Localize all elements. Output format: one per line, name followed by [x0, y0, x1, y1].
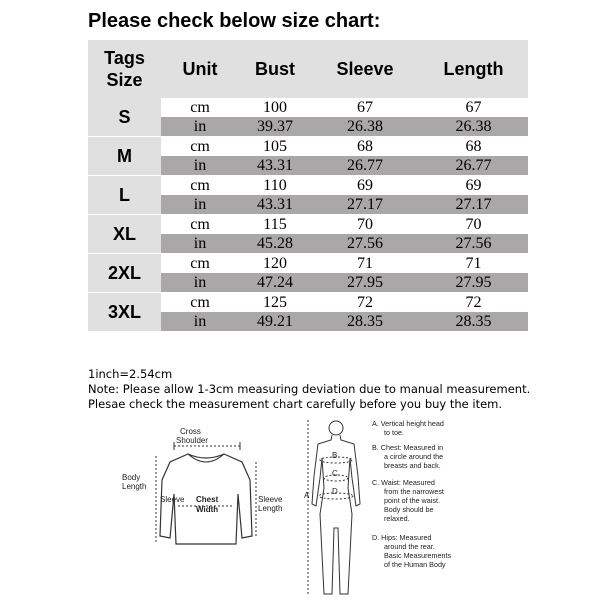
body-diagram	[308, 420, 360, 594]
cross-label-1: Cross	[180, 427, 201, 436]
length-cell: 68	[419, 137, 528, 157]
legend-c-5: relaxed.	[384, 514, 410, 523]
header-unit: Unit	[161, 40, 239, 98]
header-bust: Bust	[239, 40, 311, 98]
unit-cell: cm	[161, 215, 239, 235]
size-label: S	[88, 98, 161, 137]
size-label: 3XL	[88, 293, 161, 332]
legend-d-4: of the Human Body	[384, 560, 446, 569]
bust-cell: 43.31	[239, 156, 311, 176]
legend-d-2: around the rear.	[384, 542, 435, 551]
header-row	[88, 40, 528, 98]
length-cell: 26.77	[419, 156, 528, 176]
unit-cell: cm	[161, 98, 239, 117]
legend-c-1: C. Waist: Measured	[372, 478, 435, 487]
unit-cell: cm	[161, 293, 239, 313]
bust-cell: 110	[239, 176, 311, 196]
legend-b-3: breasts and back.	[384, 461, 441, 470]
legend-d-1: D. Hips: Measured	[372, 533, 432, 542]
chest-label: Chest	[196, 495, 219, 504]
unit-cell: in	[161, 312, 239, 331]
body-head	[329, 421, 343, 435]
table-row	[88, 215, 528, 235]
marker-b: B	[332, 451, 338, 460]
sleeve-cell: 27.56	[311, 234, 419, 254]
bust-cell: 120	[239, 254, 311, 274]
length-cell: 70	[419, 215, 528, 235]
sleeve-cell: 72	[311, 293, 419, 313]
marker-c: C	[332, 469, 338, 478]
measurement-diagrams	[118, 418, 498, 596]
unit-cell: cm	[161, 137, 239, 157]
unit-cell: in	[161, 117, 239, 137]
header-sleeve: Sleeve	[311, 40, 419, 98]
sleeve-cell: 71	[311, 254, 419, 274]
body-length-label-2: Length	[122, 482, 147, 491]
size-label: XL	[88, 215, 161, 254]
header-tags-size	[88, 40, 161, 98]
length-cell: 72	[419, 293, 528, 313]
length-cell: 27.95	[419, 273, 528, 293]
check-note: Plesae check the measurement chart carefully before you buy the item.	[88, 397, 503, 411]
unit-cell: cm	[161, 176, 239, 196]
bust-cell: 47.24	[239, 273, 311, 293]
body-length-label-1: Body	[122, 473, 141, 482]
bust-cell: 49.21	[239, 312, 311, 331]
legend-d-3: Basic Measurements	[384, 551, 452, 560]
unit-cell: in	[161, 273, 239, 293]
length-cell: 67	[419, 98, 528, 117]
header-size: Size	[106, 70, 143, 90]
page-title: Please check below size chart:	[88, 10, 381, 32]
marker-a: A	[304, 491, 310, 500]
sleeve-length-label-2: Length	[258, 504, 283, 513]
legend-c-4: Body should be	[384, 505, 434, 514]
sleeve-cell: 70	[311, 215, 419, 235]
legend-b-2: a circle around the	[384, 452, 444, 461]
sleeve-cell: 27.17	[311, 195, 419, 215]
size-label: L	[88, 176, 161, 215]
sleeve-cell: 26.38	[311, 117, 419, 137]
size-chart-table	[88, 40, 528, 331]
bust-cell: 39.37	[239, 117, 311, 137]
table-row	[88, 293, 528, 313]
table-row	[88, 254, 528, 274]
header-length: Length	[419, 40, 528, 98]
size-label: 2XL	[88, 254, 161, 293]
sleeve-cell: 27.95	[311, 273, 419, 293]
width-label: Width	[196, 505, 219, 514]
garment-diagram	[156, 442, 256, 544]
bust-cell: 43.31	[239, 195, 311, 215]
conversion-note: 1inch=2.54cm	[88, 367, 173, 381]
deviation-note: Note: Please allow 1-3cm measuring deviation due to manual measurement.	[88, 382, 531, 396]
bust-cell: 100	[239, 98, 311, 117]
legend-a-1: A. Vertical height head	[372, 419, 444, 428]
legend-b-1: B. Chest: Measured in	[372, 443, 444, 452]
sleeve-cell: 67	[311, 98, 419, 117]
length-cell: 27.56	[419, 234, 528, 254]
bust-cell: 125	[239, 293, 311, 313]
bust-cell: 45.28	[239, 234, 311, 254]
unit-cell: in	[161, 195, 239, 215]
bust-cell: 105	[239, 137, 311, 157]
header-tags: Tags	[104, 48, 145, 68]
marker-d: D	[332, 487, 338, 496]
unit-cell: cm	[161, 254, 239, 274]
sleeve-cell: 28.35	[311, 312, 419, 331]
size-label: M	[88, 137, 161, 176]
legend-a-2: to toe.	[384, 428, 404, 437]
cross-label-2: Shoulder	[176, 436, 209, 445]
notes	[88, 367, 530, 412]
unit-cell: in	[161, 156, 239, 176]
sleeve-label: Sleeve	[160, 495, 185, 504]
bust-cell: 115	[239, 215, 311, 235]
legend-c-3: point of the waist.	[384, 496, 440, 505]
sleeve-cell: 68	[311, 137, 419, 157]
table-row	[88, 137, 528, 157]
length-cell: 26.38	[419, 117, 528, 137]
size-rows	[88, 98, 528, 331]
length-cell: 27.17	[419, 195, 528, 215]
sleeve-cell: 69	[311, 176, 419, 196]
table-row	[88, 176, 528, 196]
length-cell: 69	[419, 176, 528, 196]
unit-cell: in	[161, 234, 239, 254]
sleeve-length-label-1: Sleeve	[258, 495, 283, 504]
body-legend	[372, 419, 452, 569]
sleeve-cell: 26.77	[311, 156, 419, 176]
table-row	[88, 98, 528, 117]
length-cell: 28.35	[419, 312, 528, 331]
legend-c-2: from the narrowest	[384, 487, 444, 496]
length-cell: 71	[419, 254, 528, 274]
